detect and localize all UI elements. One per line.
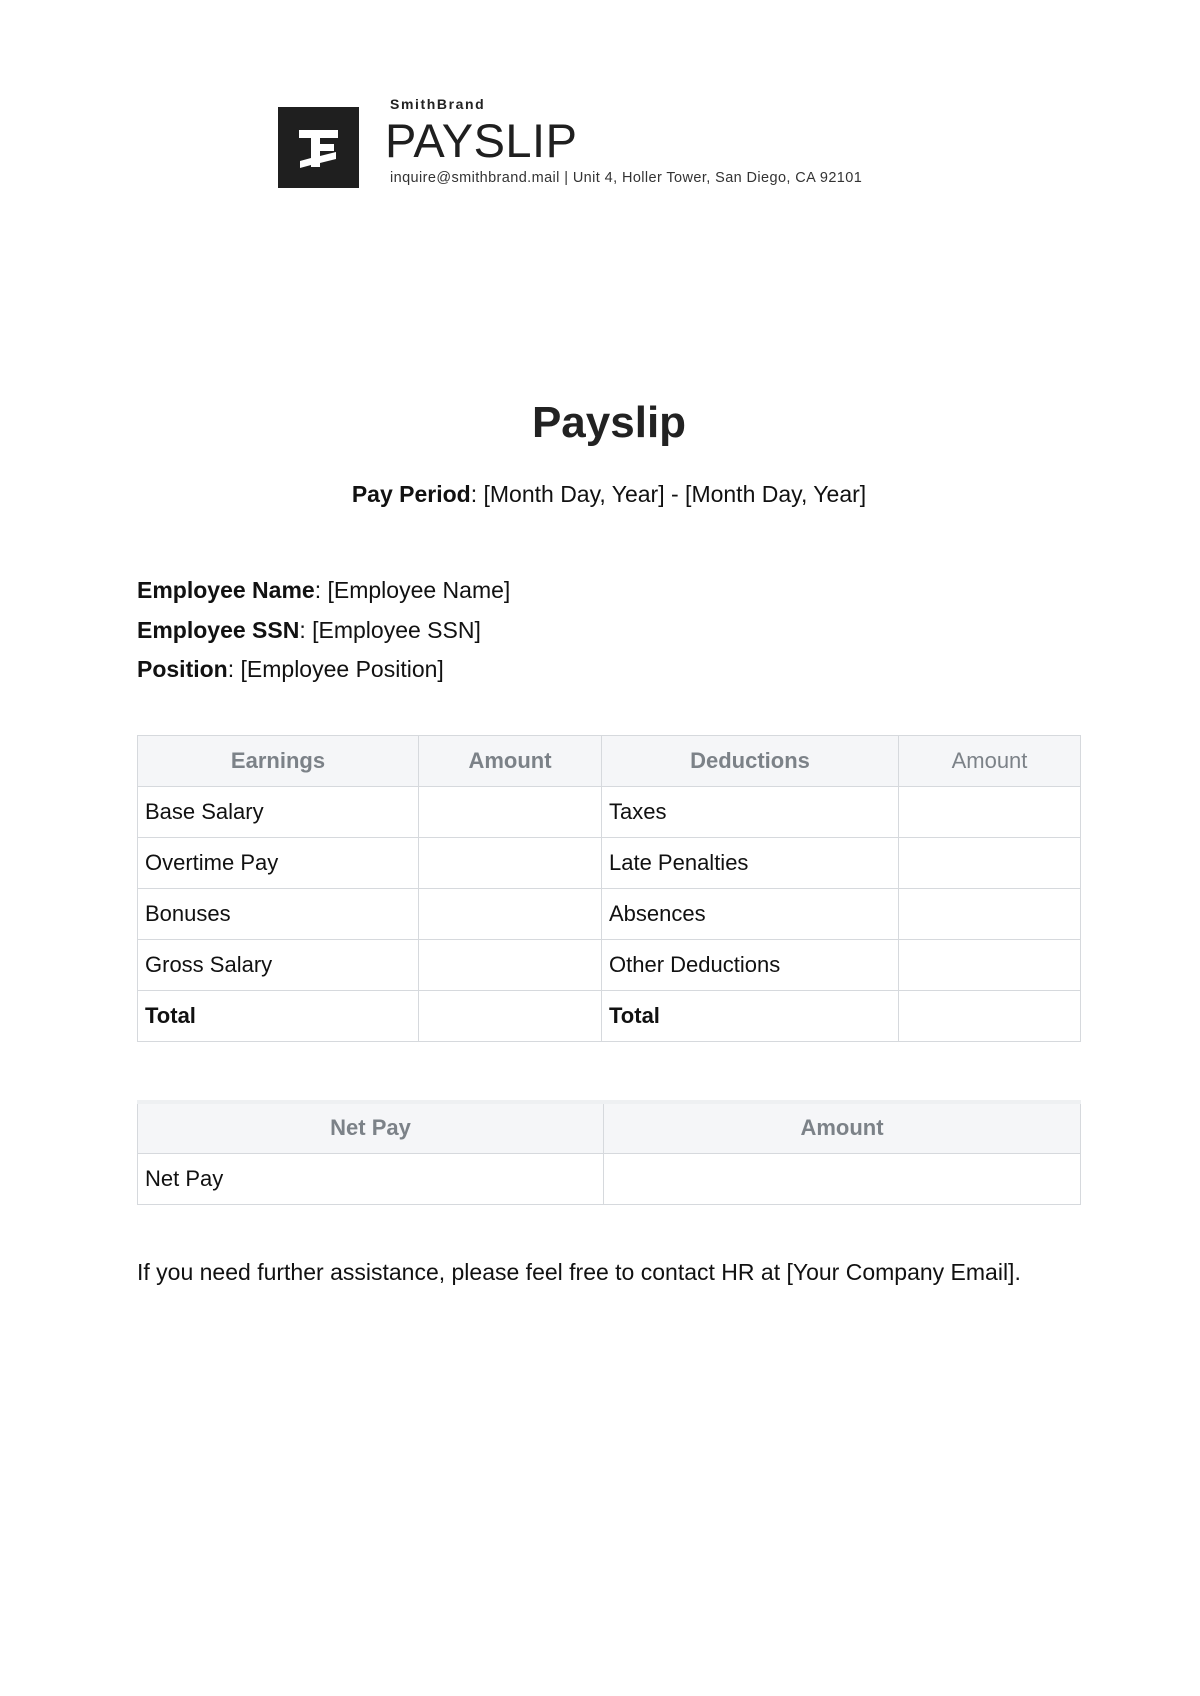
earning-amount[interactable] xyxy=(419,940,602,991)
deduction-label: Absences xyxy=(602,889,899,940)
table-total-row xyxy=(138,991,1081,1042)
table-row xyxy=(138,838,1081,889)
letterhead-contact: inquire@smithbrand.mail | Unit 4, Holler Tower, San Diego, CA 92101 xyxy=(390,170,863,186)
deduction-amount[interactable] xyxy=(899,838,1081,889)
employee-name-label: Employee Name xyxy=(137,577,315,603)
employee-ssn-line xyxy=(137,611,510,651)
pay-period xyxy=(0,481,1200,508)
employee-name-value: : [Employee Name] xyxy=(314,577,511,603)
deduction-amount[interactable] xyxy=(899,940,1081,991)
earnings-total-label: Total xyxy=(138,991,419,1042)
page-title: Payslip xyxy=(531,398,687,447)
letterhead xyxy=(278,92,938,192)
header-deductions-amount: Amount xyxy=(899,736,1081,787)
letterhead-document-label: PAYSLIP xyxy=(385,114,578,167)
earning-amount[interactable] xyxy=(419,889,602,940)
table-header-row xyxy=(138,736,1081,787)
employee-position-line xyxy=(137,650,510,690)
header-net-pay: Net Pay xyxy=(138,1102,604,1153)
deductions-total-label: Total xyxy=(602,991,899,1042)
net-pay-label: Net Pay xyxy=(138,1153,604,1204)
earnings-deductions-table xyxy=(137,735,1081,1042)
header-earnings-amount: Amount xyxy=(419,736,602,787)
brand-name: SmithBrand xyxy=(390,96,486,112)
earnings-total-amount[interactable] xyxy=(419,991,602,1042)
table-row xyxy=(138,940,1081,991)
earning-amount[interactable] xyxy=(419,838,602,889)
deduction-amount[interactable] xyxy=(899,889,1081,940)
earning-label: Overtime Pay xyxy=(138,838,419,889)
earning-label: Gross Salary xyxy=(138,940,419,991)
header-deductions: Deductions xyxy=(602,736,899,787)
deduction-label: Taxes xyxy=(602,787,899,838)
deduction-amount[interactable] xyxy=(899,787,1081,838)
employee-info xyxy=(137,571,510,690)
header-earnings: Earnings xyxy=(138,736,419,787)
earning-label: Bonuses xyxy=(138,889,419,940)
table-row xyxy=(138,889,1081,940)
brand-logo xyxy=(278,107,359,188)
deduction-label: Other Deductions xyxy=(602,940,899,991)
table-row xyxy=(138,1153,1081,1204)
earning-amount[interactable] xyxy=(419,787,602,838)
stylized-f-icon xyxy=(278,107,359,188)
employee-position-label: Position xyxy=(137,656,228,682)
deduction-label: Late Penalties xyxy=(602,838,899,889)
table-row xyxy=(138,787,1081,838)
table-header-row xyxy=(138,1102,1081,1153)
pay-period-label: Pay Period xyxy=(351,481,471,507)
employee-position-value: : [Employee Position] xyxy=(227,656,444,682)
employee-ssn-value: : [Employee SSN] xyxy=(299,616,481,643)
earning-label: Base Salary xyxy=(138,787,419,838)
deductions-total-amount[interactable] xyxy=(899,991,1081,1042)
header-net-pay-amount: Amount xyxy=(604,1102,1081,1153)
net-pay-table xyxy=(137,1100,1081,1205)
footer-note: If you need further assistance, please feel free to contact HR at [Your Company Email]. xyxy=(137,1259,1021,1285)
employee-name-line xyxy=(137,571,510,611)
pay-period-value: : [Month Day, Year] - [Month Day, Year] xyxy=(470,481,867,507)
net-pay-amount[interactable] xyxy=(604,1153,1081,1204)
employee-ssn-label: Employee SSN xyxy=(137,616,300,643)
